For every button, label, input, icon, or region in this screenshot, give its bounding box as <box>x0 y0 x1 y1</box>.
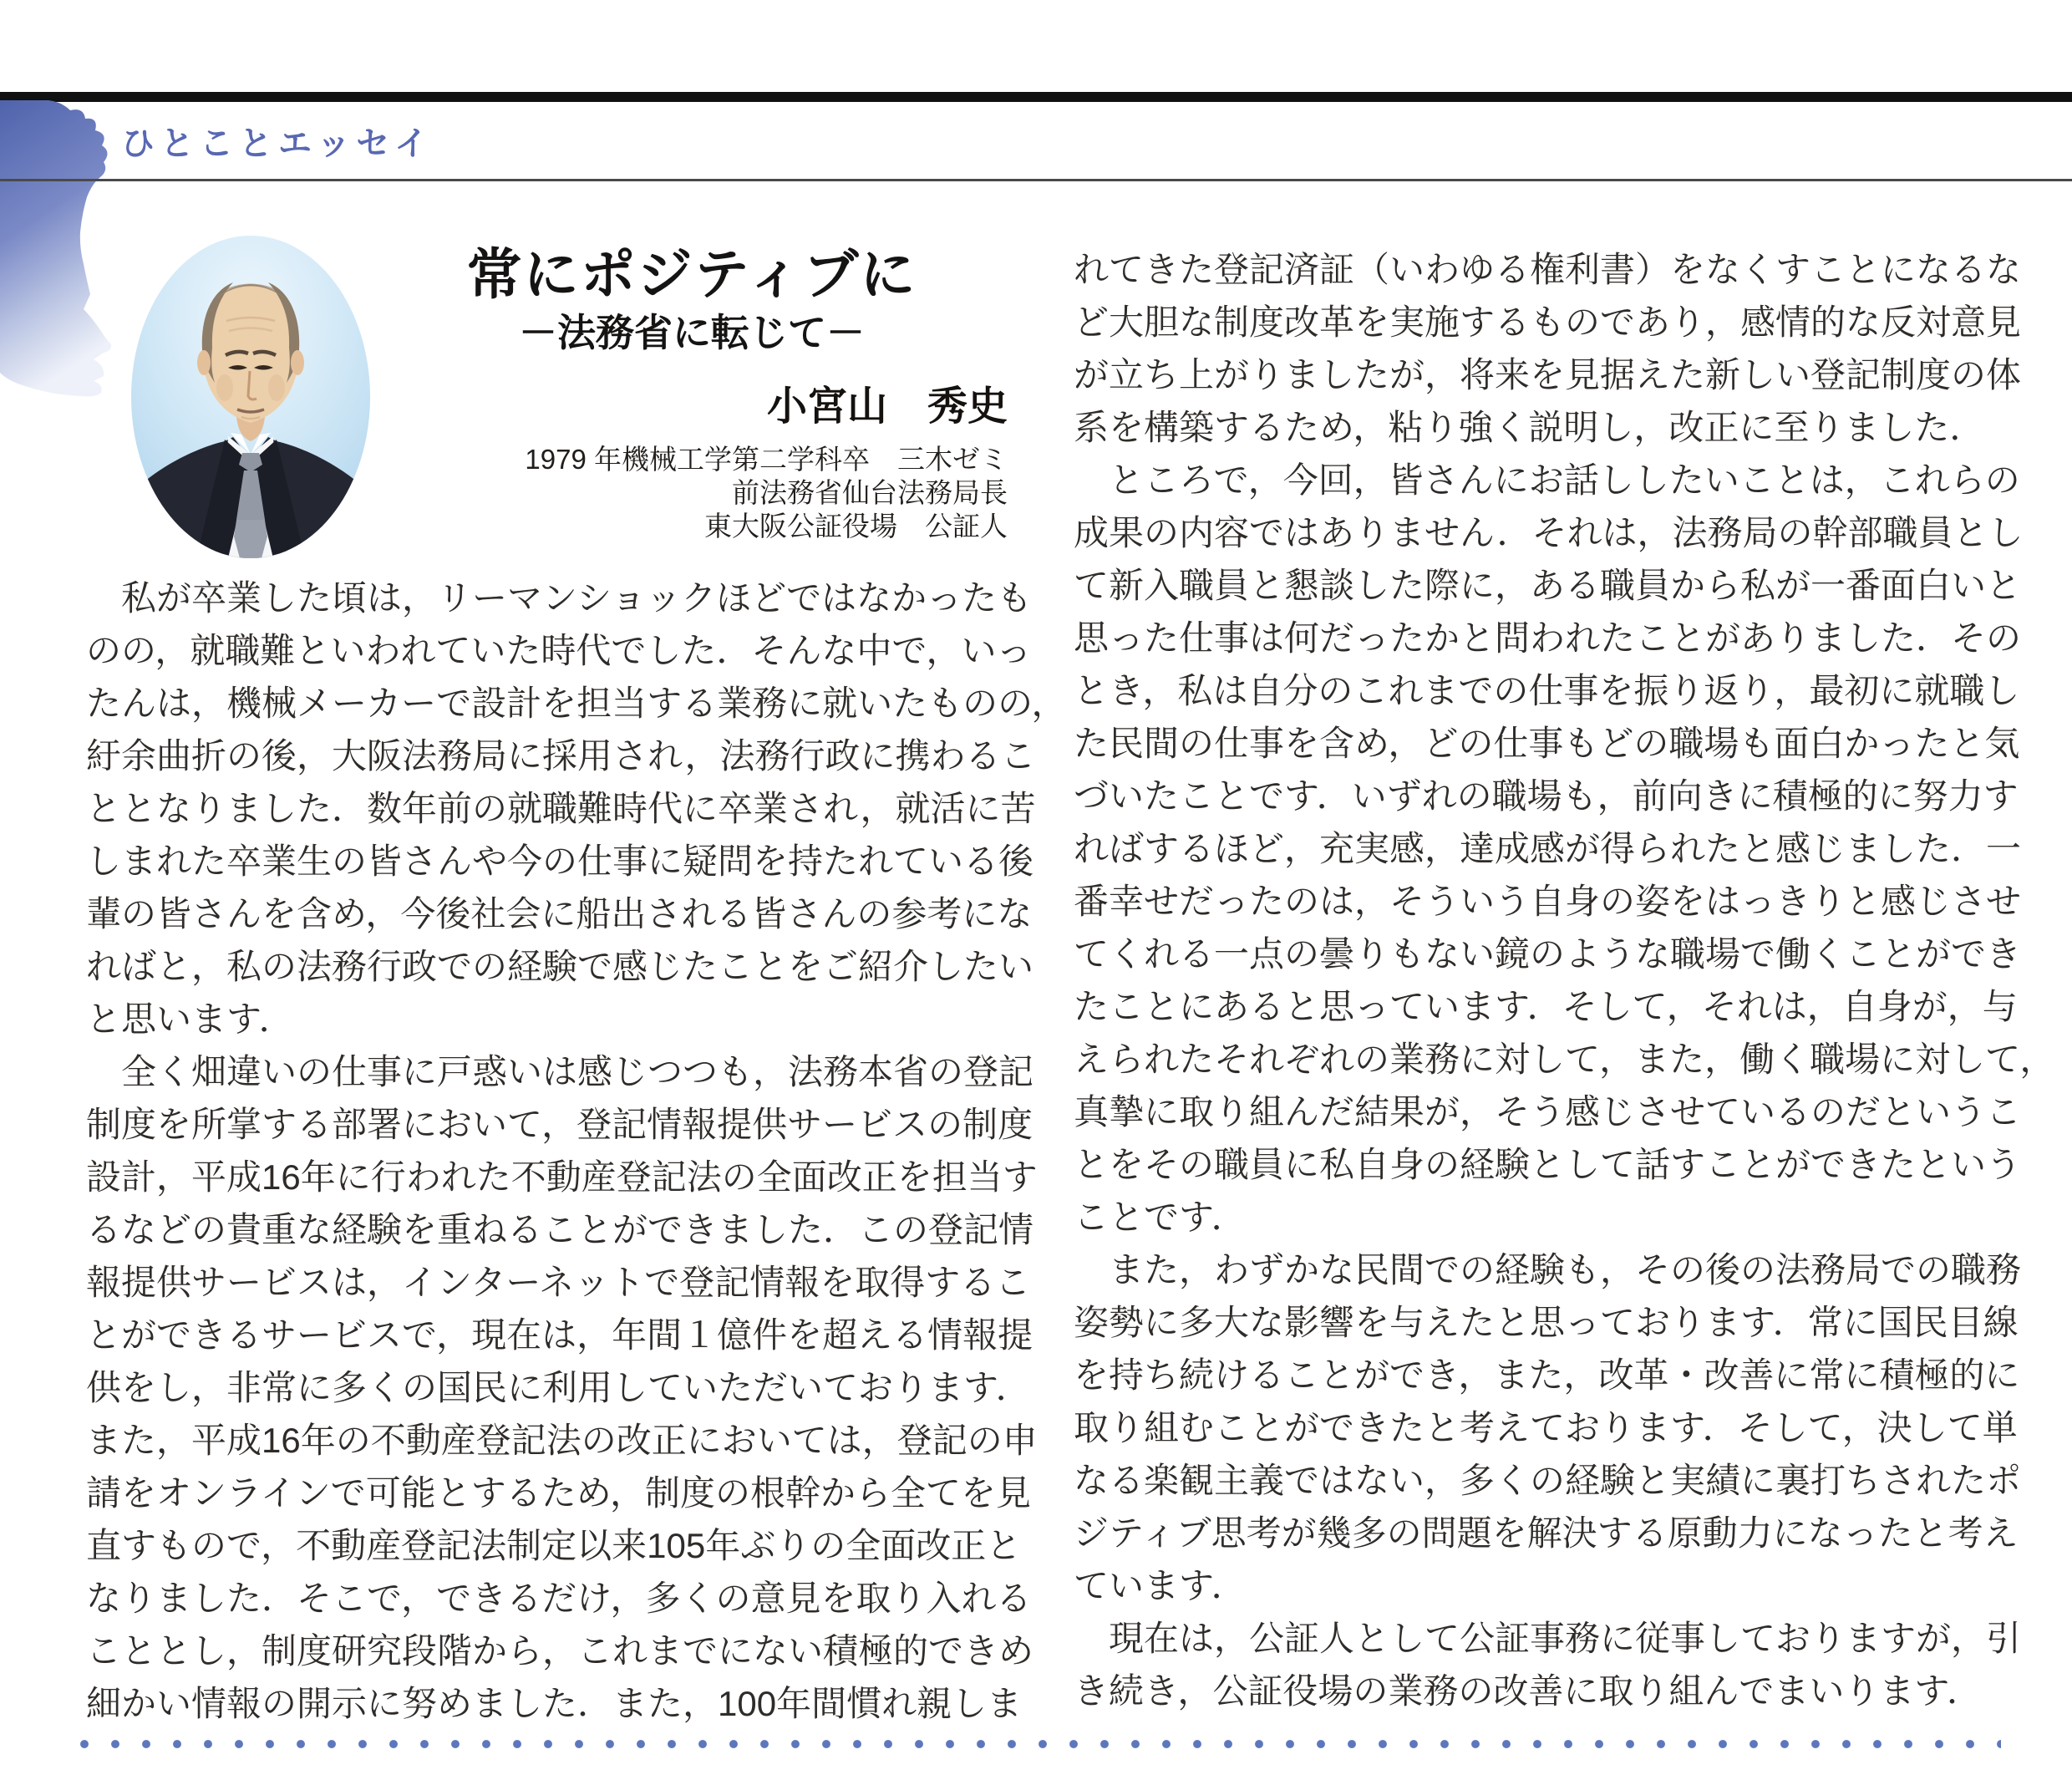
text-line: づいたことです．いずれの職場も，前向きに積極的に努力す <box>1074 776 2019 816</box>
text-line: また，平成16年の不動産登記法の改正においては，登記の申 <box>86 1421 1038 1460</box>
text-line: たことにあると思っています．そして，それは，自身が，与 <box>1074 987 2018 1026</box>
author-credentials <box>376 443 1008 543</box>
text-line: 報提供サービスは，インターネットで登記情報を取得するこ <box>86 1263 1031 1302</box>
text-line: 紆余曲折の後，大阪法務局に採用され，法務行政に携わるこ <box>86 736 1036 776</box>
text-line: 細かい情報の開示に努めました．また，100年間慣れ親しま <box>86 1684 1023 1723</box>
text-line: 番幸せだったのは，そういう自身の姿をはっきりと感じさせ <box>1074 882 2022 921</box>
text-line: て新入職員と懇談した際に，ある職員から私が一番面白いと <box>1074 566 2022 605</box>
text-line: 制度を所掌する部署において，登記情報提供サービスの制度 <box>86 1105 1033 1144</box>
text-line: 直すもので，不動産登記法制定以来105年ぶりの全面改正と <box>86 1526 1022 1565</box>
text-line: 現在は，公証人として公証事務に従事しておりますが，引 <box>1074 1619 2022 1658</box>
text-line: 思った仕事は何だったかと問われたことがありました．その <box>1074 618 2022 658</box>
author-portrait-photo <box>131 236 370 558</box>
text-line: 姿勢に多大な影響を与えたと思っております．常に国民目線 <box>1074 1303 2019 1342</box>
text-line: たんは，機械メーカーで設計を担当する業務に就いたものの， <box>86 684 1067 723</box>
text-line: 1979 年機械工学第二学科卒 三木ゼミ <box>525 444 1008 475</box>
text-line: のの，就職難といわれていた時代でした．そんな中で，いっ <box>86 631 1032 670</box>
text-line: ればするほど，充実感，達成感が得られたと感じました．一 <box>1074 829 2022 868</box>
text-line: ところで，今回，皆さんにお話ししたいことは，これらの <box>1074 460 2020 500</box>
text-line: しまれた卒業生の皆さんや今の仕事に疑問を持たれている後 <box>86 842 1034 881</box>
text-line: 前法務省仙台法務局長 <box>732 477 1008 508</box>
text-line: こととし，制度研究段階から，これまでにない積極的できめ <box>86 1631 1034 1671</box>
text-line: ジティブ思考が幾多の問題を解決する原動力になったと考え <box>1074 1513 2019 1553</box>
section-header-label: ひとことエッセイ <box>121 125 434 162</box>
profile-silhouette-icon <box>0 100 117 398</box>
text-line: とき，私は自分のこれまでの仕事を振り返り，最初に就職し <box>1074 671 2020 710</box>
text-line: 輩の皆さんを含め，今後社会に船出される皆さんの参考にな <box>86 894 1033 933</box>
text-line: 東大阪公証役場 公証人 <box>704 511 1008 542</box>
text-line: また，わずかな民間での経験も，その後の法務局での職務 <box>1074 1250 2022 1289</box>
text-line: えられたそれぞれの業務に対して，また，働く職場に対して， <box>1074 1040 2055 1079</box>
text-line: 成果の内容ではありません．それは，法務局の幹部職員とし <box>1074 513 2024 552</box>
text-line: 全く畑違いの仕事に戸惑いは感じつつも，法務本省の登記 <box>86 1052 1034 1091</box>
text-line: とができるサービスで，現在は，年間１億件を超える情報提 <box>86 1315 1033 1355</box>
text-line: 取り組むことができたと考えております．そして，決して単 <box>1074 1408 2018 1447</box>
text-line: ればと，私の法務行政での経験で感じたことをご紹介したい <box>86 947 1034 986</box>
text-line: とをその職員に私自身の経験として話すことができたという <box>1074 1145 2022 1184</box>
text-line: ととなりました．数年前の就職難時代に卒業され，就活に苦 <box>86 789 1036 828</box>
author-name: 小宮山 秀史 <box>766 384 1008 429</box>
text-line: た民間の仕事を含め，どの仕事もどの職場も面白かったと気 <box>1074 724 2020 763</box>
text-line: 供をし，非常に多くの国民に利用していただいております． <box>86 1368 1031 1407</box>
text-line: なりました．そこで，できるだけ，多くの意見を取り入れる <box>86 1579 1032 1618</box>
text-line: ことです． <box>1074 1198 1247 1237</box>
text-line: が立ち上がりましたが，将来を見据えた新しい登記制度の体 <box>1074 355 2022 394</box>
text-line: 設計，平成16年に行われた不動産登記法の全面改正を担当す <box>86 1157 1038 1197</box>
dotted-separator <box>79 1738 2001 1750</box>
text-line: れてきた登記済証（いわゆる権利書）をなくすことになるな <box>1074 250 2022 289</box>
text-line: るなどの貴重な経験を重ねることができました．この登記情 <box>86 1210 1034 1249</box>
text-line: てくれる一点の曇りもない鏡のような職場で働くことができ <box>1074 934 2022 974</box>
text-line: ど大胆な制度改革を実施するものであり，感情的な反対意見 <box>1074 303 2022 342</box>
header-divider-line <box>0 179 2072 181</box>
top-rule-bar <box>0 92 2072 102</box>
essay-subtitle: －法務省に転じて－ <box>519 311 865 354</box>
text-line: ています． <box>1074 1566 1247 1605</box>
text-line: 請をオンラインで可能とするため，制度の根幹から全てを見 <box>86 1473 1032 1513</box>
essay-title: 常にポジティブに <box>466 243 917 305</box>
essay-title-block <box>376 244 1008 543</box>
text-line: 私が卒業した頃は，リーマンショックほどではなかったも <box>86 578 1033 618</box>
left-text-column <box>86 572 1067 1730</box>
section-header <box>121 124 434 164</box>
text-line: 真摯に取り組んだ結果が，そう感じさせているのだというこ <box>1074 1092 2022 1132</box>
text-line: と思います． <box>86 999 294 1039</box>
text-line: 系を構築するため，粘り強く説明し，改正に至りました． <box>1074 408 1985 447</box>
text-line: なる楽観主義ではない，多くの経験と実績に裏打ちされたポ <box>1074 1461 2022 1500</box>
text-line: を持ち続けることができ，また，改革・改善に常に積極的に <box>1074 1355 2020 1395</box>
right-text-column <box>1074 243 2055 1717</box>
text-line: き続き，公証役場の業務の改善に取り組んでまいります． <box>1074 1671 1982 1711</box>
